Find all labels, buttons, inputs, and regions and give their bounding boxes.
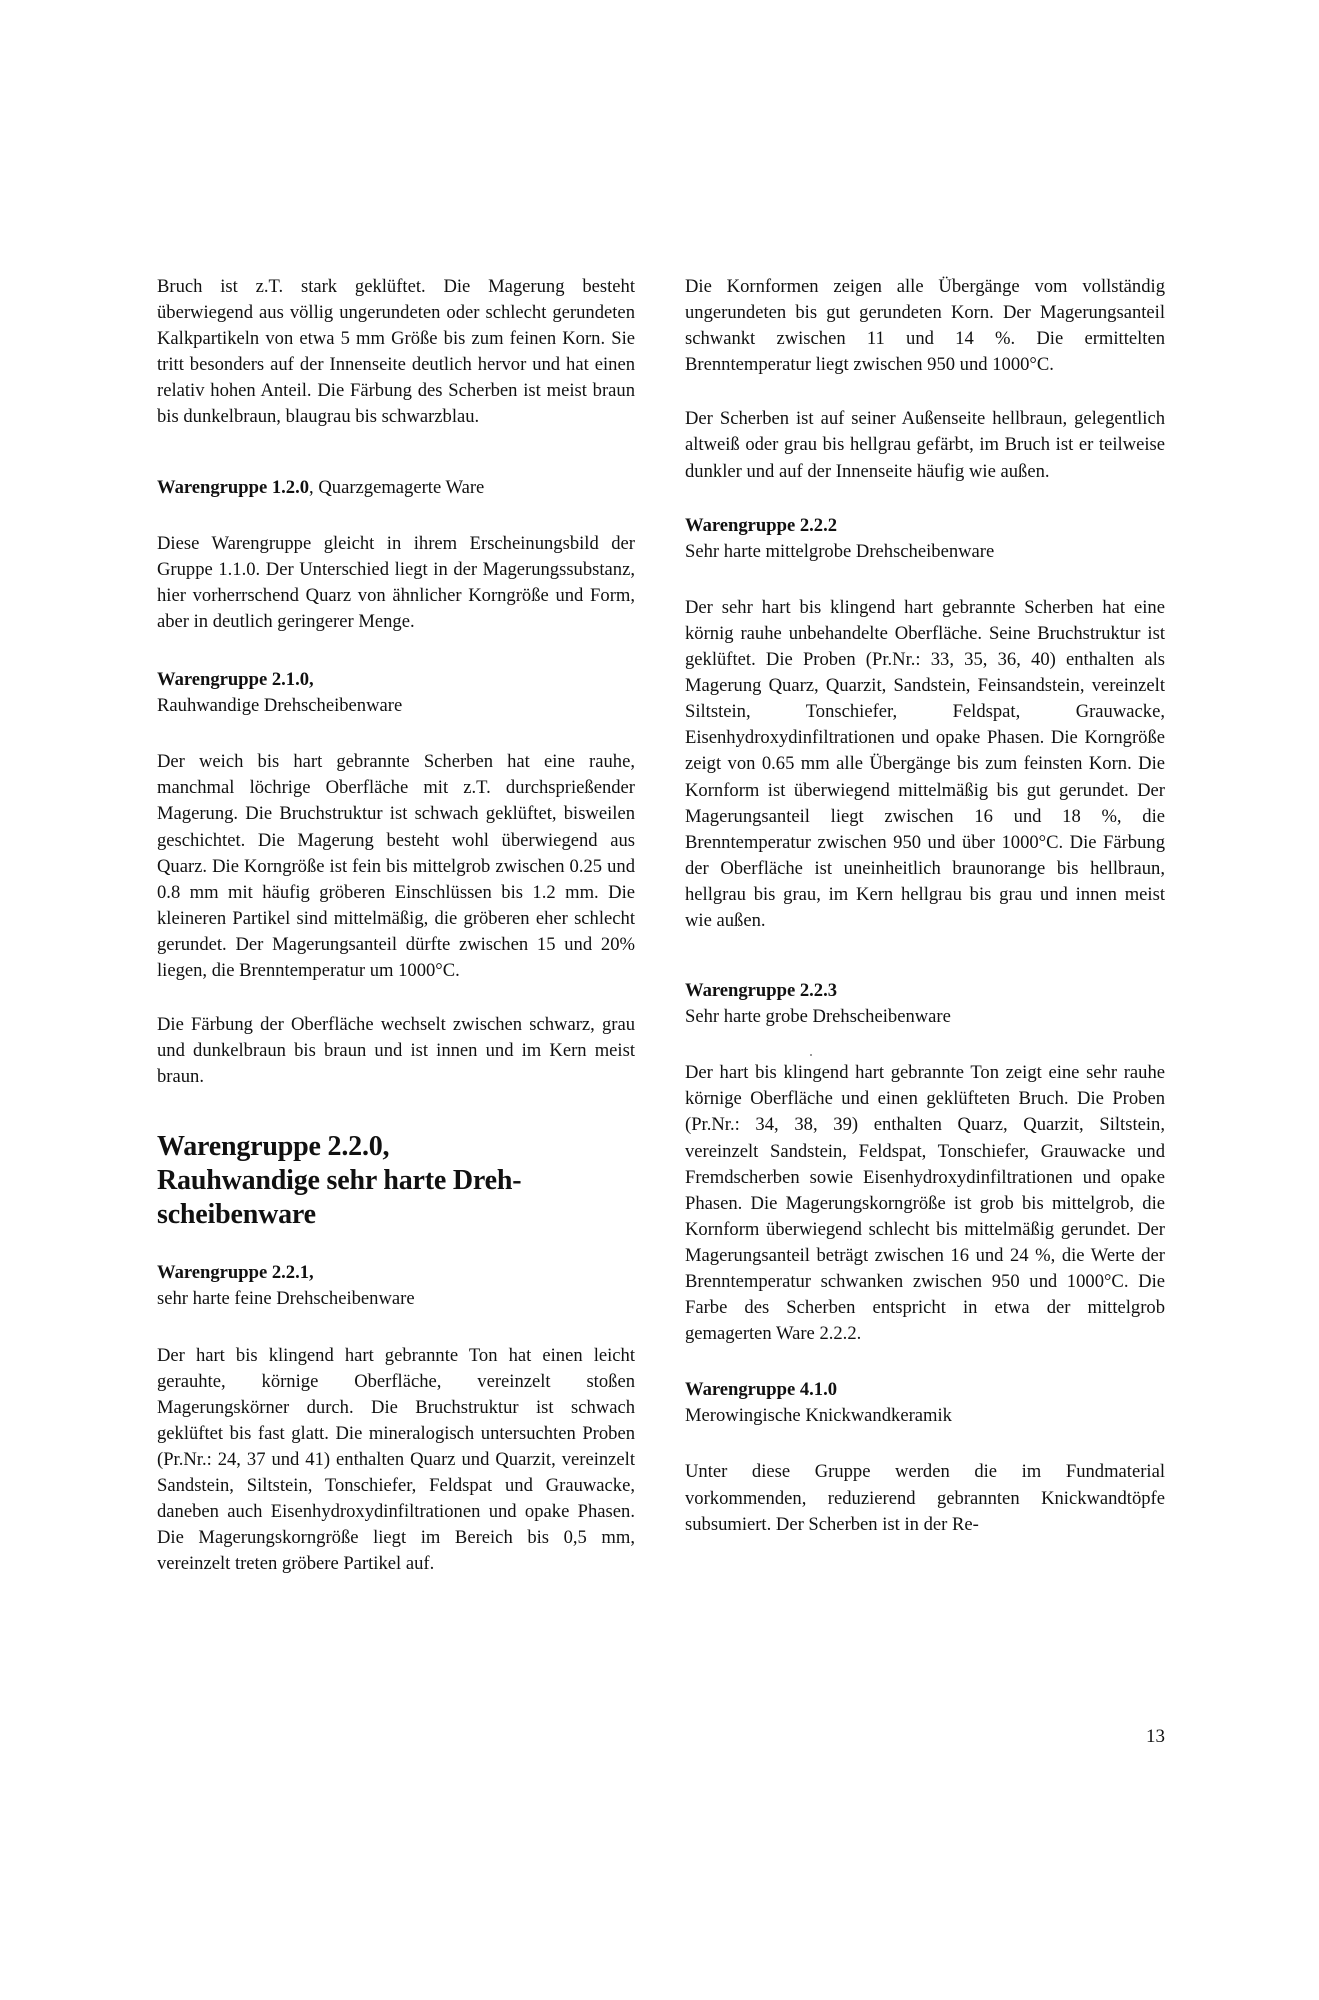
paragraph: Der hart bis klingend hart gebrannte Ton hat einen leicht gerauhte, körnige Oberfläche, vereinzelt stoßen Magerungskörner durch. Die Bruchstruktur ist schwach geklüftet bis fast glatt. Die mineralogisch untersuchten Proben (Pr.Nr.: 24, 37 und 41) enthalten Quarz und Quarzit, vereinzelt Sandstein, Siltstein, Tonschiefer, Feldspat und Grauwacke, daneben auch Eisenhydroxydinfiltrationen und opake Phasen. Die Magerungskorngröße liegt im Bereich bis 0,5 mm, vereinzelt treten gröbere Partikel auf. bbox=[157, 1344, 635, 1575]
paragraph: Diese Warengruppe gleicht in ihrem Erscheinungsbild der Gruppe 1.1.0. Der Unterschied liegt in der Magerungssubstanz, hier vorherrschend Quarz von ähnlicher Korngröße und Form, aber in deutlich geringerer Menge. bbox=[157, 532, 635, 632]
paragraph: Bruch ist z.T. stark geklüftet. Die Magerung besteht überwiegend aus völlig ungerundeten oder schlecht gerundeten Kalkpartikeln von etwa 5 mm Größe bis zum feinen Korn. Sie tritt besonders auf der Innenseite deutlich hervor und hat einen relativ hohen Anteil. Die Färbung des Scherben ist meist braun bis dunkelbraun, blaugrau bis schwarzblau. bbox=[157, 276, 635, 428]
paragraph: Der Scherben ist auf seiner Außenseite hellbraun, gelegentlich altweiß oder grau bis hellgrau gefärbt, im Bruch ist er teilweise dunkler und auf der Innenseite häufig wie außen. bbox=[685, 408, 1165, 482]
paragraph: Die Färbung der Oberfläche wechselt zwischen schwarz, grau und dunkelbraun bis braun und ist innen und im Kern meist braun. bbox=[157, 1014, 635, 1088]
section-heading-label: Warengruppe 2.2.2 bbox=[685, 514, 838, 536]
paragraph: Der hart bis klingend hart gebrannte Ton zeigt eine sehr rauhe körnige Oberfläche und einen geklüfteten Bruch. Die Proben (Pr.Nr.: 34, 38, 39) enthalten Quarz, Quarzit, Siltstein, vereinzelt Sandstein, Feldspat, Tonschiefer, Grauwacke und Fremdscherben sowie Eisenhydroxydinfiltrationen und opake Phasen. Die Magerungskorngröße ist grob bis mittelgrob, die Kornform überwiegend schlecht bis mittelmäßig gerundet. Der Magerungsanteil beträgt zwischen 16 und 24 %, die Werte der Brenntemperatur schwanken zwischen 950 und 1000°C. Die Farbe des Scherben entspricht in etwa der mittelgrob gemagerten Ware 2.2.2. bbox=[685, 1062, 1165, 1345]
section-heading-label: Warengruppe 2.2.3 bbox=[685, 980, 838, 1002]
section-heading-label: Warengruppe 2.1.0, bbox=[157, 669, 314, 691]
major-heading bbox=[157, 1130, 635, 1232]
section-heading-title: Sehr harte mittelgrobe Drehscheibenware bbox=[685, 540, 995, 562]
left-column bbox=[157, 274, 635, 1577]
page-number: 13 bbox=[1146, 1726, 1165, 1747]
paragraph: Die Kornformen zeigen alle Übergänge vom vollständig ungerundeten bis gut gerundeten Korn. Der Magerungsanteil schwankt zwischen 11 und 14 %. Die ermittelten Brenntemperatur liegt zwischen 950 und 1000°C. bbox=[685, 276, 1165, 376]
major-heading-line: Rauhwandige sehr harte Dreh- bbox=[157, 1165, 522, 1197]
heading-label: Warengruppe 1.2.0 bbox=[157, 476, 310, 498]
section-heading-title: Merowingische Knickwandkeramik bbox=[685, 1405, 952, 1427]
paragraph: Der weich bis hart gebrannte Scherben hat eine rauhe, manchmal löchrige Oberfläche mit z.T. durchsprießender Magerung. Die Bruchstruktur ist schwach geklüftet, bisweilen geschichtet. Die Magerung besteht wohl überwiegend aus Quarz. Die Korngröße ist fein bis mittelgrob zwischen 0.25 und 0.8 mm mit häufig gröberen Einschlüssen bis 1.2 mm. Die kleineren Partikel sind mittelmäßig, die gröberen eher schlecht gerundet. Der Magerungsanteil dürfte zwischen 15 und 20% liegen, die Brenntemperatur um 1000°C. bbox=[157, 751, 635, 981]
section-heading-title: sehr harte feine Drehscheibenware bbox=[157, 1288, 415, 1310]
heading-title: , Quarzgemagerte Ware bbox=[309, 476, 485, 498]
section-heading-label: Warengruppe 4.1.0 bbox=[685, 1379, 838, 1401]
right-column bbox=[685, 274, 1165, 1538]
paragraph: Unter diese Gruppe werden die im Fundmaterial vorkommenden, reduzierend gebrannten Knickwandtöpfe subsumiert. Der Scherben ist in der Re- bbox=[685, 1461, 1165, 1535]
section-heading-title: Rauhwandige Drehscheibenware bbox=[157, 695, 403, 717]
major-heading-line: scheibenware bbox=[157, 1199, 316, 1231]
section-heading-title: Sehr harte grobe Drehscheibenware bbox=[685, 1006, 951, 1028]
paragraph: Der sehr hart bis klingend hart gebrannte Scherben hat eine körnig rauhe unbehandelte Oberfläche. Seine Bruchstruktur ist geklüftet. Die Proben (Pr.Nr.: 33, 35, 36, 40) enthalten als Magerung Quarz, Quarzit, Sandstein, Feinsandstein, vereinzelt Siltstein, Tonschiefer, Feldspat, Grauwacke, Eisenhydroxydinfiltrationen und opake Phasen. Die Korngröße zeigt von 0.65 mm alle Übergänge bis zum feinsten Korn. Die Kornform ist überwiegend mittelmäßig bis gut gerundet. Der Magerungsanteil liegt zwischen 16 und 18 %, die Brenntemperatur zwischen 950 und über 1000°C. Die Färbung der Oberfläche ist uneinheitlich braunorange bis hellbraun, hellgrau bis grau, im Kern hellgrau bis grau und innen meist wie außen. bbox=[685, 596, 1165, 931]
major-heading-line: Warengruppe 2.2.0, bbox=[157, 1131, 390, 1163]
section-heading-wg-1-2-0 bbox=[157, 475, 635, 501]
section-heading-label: Warengruppe 2.2.1, bbox=[157, 1262, 314, 1284]
scan-speck bbox=[810, 1054, 812, 1056]
